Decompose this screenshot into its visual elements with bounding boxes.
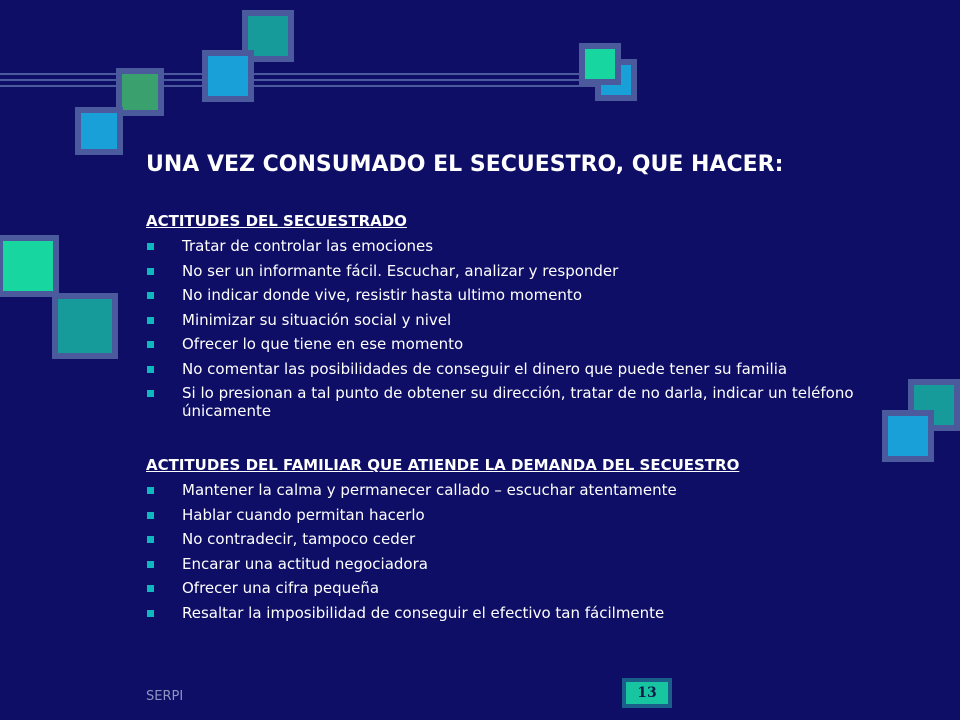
bullet-square-icon <box>147 292 154 299</box>
bullet-list-familiar <box>146 481 866 628</box>
top-lines <box>0 73 600 87</box>
bullet-square-icon <box>147 610 154 617</box>
square-green-top <box>119 71 161 113</box>
bullet-square-icon <box>147 487 154 494</box>
list-item: Minimizar su situación social y nivel <box>146 311 866 329</box>
page-number-badge: 13 <box>622 678 672 708</box>
square-teal-right <box>911 382 957 428</box>
bullet-square-icon <box>147 366 154 373</box>
bullet-square-icon <box>147 561 154 568</box>
bullet-square-icon <box>147 341 154 348</box>
list-item: Ofrecer una cifra pequeña <box>146 579 866 597</box>
list-item: No contradecir, tampoco ceder <box>146 530 866 548</box>
slide-title: UNA VEZ CONSUMADO EL SECUESTRO, QUE HACER: <box>146 152 784 177</box>
bullet-square-icon <box>147 585 154 592</box>
square-mint-left <box>0 238 56 294</box>
list-item: No indicar donde vive, resistir hasta ultimo momento <box>146 286 866 304</box>
bullet-square-icon <box>147 317 154 324</box>
list-item: Tratar de controlar las emociones <box>146 237 866 255</box>
square-blue-top <box>205 53 251 99</box>
square-teal-top <box>245 13 291 59</box>
bullet-square-icon <box>147 268 154 275</box>
bullet-square-icon <box>147 390 154 397</box>
list-item: Si lo presionan a tal punto de obtener su dirección, tratar de no darla, indicar un teléfono únicamente <box>146 384 866 420</box>
square-blue-right <box>885 413 931 459</box>
square-mint-right-top <box>582 46 618 82</box>
list-item: Mantener la calma y permanecer callado – escuchar atentamente <box>146 481 866 499</box>
bullet-square-icon <box>147 512 154 519</box>
square-blue-right-top <box>598 62 634 98</box>
list-item: Hablar cuando permitan hacerlo <box>146 506 866 524</box>
list-item: No ser un informante fácil. Escuchar, analizar y responder <box>146 262 866 280</box>
list-item: Resaltar la imposibilidad de conseguir el efectivo tan fácilmente <box>146 604 866 622</box>
footer-label: SERPI <box>146 689 184 704</box>
section-heading-familiar: ACTITUDES DEL FAMILIAR QUE ATIENDE LA DEMANDA DEL SECUESTRO <box>146 456 740 474</box>
section-heading-secuestrado: ACTITUDES DEL SECUESTRADO <box>146 212 407 230</box>
square-teal-left <box>55 296 115 356</box>
list-item: No comentar las posibilidades de conseguir el dinero que puede tener su familia <box>146 360 866 378</box>
bullet-square-icon <box>147 536 154 543</box>
list-item: Ofrecer lo que tiene en ese momento <box>146 335 866 353</box>
square-blue-left-top <box>78 110 120 152</box>
bullet-square-icon <box>147 243 154 250</box>
list-item: Encarar una actitud negociadora <box>146 555 866 573</box>
bullet-list-secuestrado <box>146 237 866 427</box>
